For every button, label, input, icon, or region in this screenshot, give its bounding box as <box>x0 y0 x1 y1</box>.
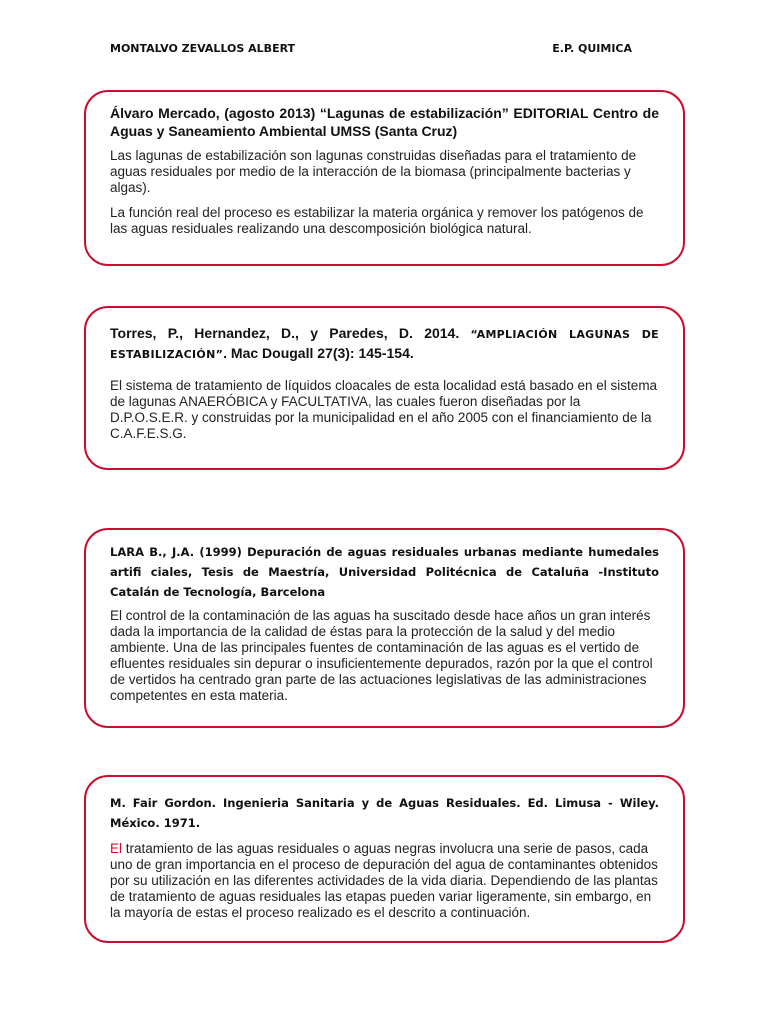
reference-card-2 <box>84 306 685 470</box>
author-name: MONTALVO ZEVALLOS ALBERT <box>110 42 296 55</box>
reference-card-1 <box>84 90 685 266</box>
reference-card-3 <box>84 528 685 728</box>
paragraph-rest: tratamiento de las aguas residuales o aguas negras involucra una serie de pasos, cada uno de gran importancia en el proceso de depuración del agua de contaminantes obtenidos por su utilización en las diferentes actividades de la vida diaria. Dependiendo de las plantas de tratamiento de aguas residuales las etapas pueden variar ligeramente, sin embargo, en la mayoría de estas el proceso realizado es el descrito a continuación. <box>110 841 658 920</box>
reference-publication: “AMPLIACIÓN LAGUNAS DE ESTABILIZACIÓN” <box>110 328 659 361</box>
reference-authors: Torres, P., Hernandez, D., y Paredes, D. 2014. <box>110 325 471 341</box>
reference-title: LARA B., J.A. (1999) Depuración de aguas residuales urbanas mediante humedales artifi ciales, Tesis de Maestría, Universidad Politécnica de Cataluña -Instituto Catalán de Tecnología, Barcelona <box>110 545 659 599</box>
reference-source: . Mac Dougall 27(3): 145-154. <box>223 345 414 361</box>
page-header <box>110 42 632 60</box>
reference-title <box>110 324 659 364</box>
reference-title: M. Fair Gordon. Ingenieria Sanitaria y de Aguas Residuales. Ed. Limusa - Wiley. México. 1971. <box>110 796 659 830</box>
reference-paragraph: Las lagunas de estabilización son lagunas construidas diseñadas para el tratamiento de aguas residuales por medio de la interacción de la biomasa (principalmente bacterias y algas). <box>110 148 637 195</box>
reference-title: Álvaro Mercado, (agosto 2013) “Lagunas de estabilización” EDITORIAL Centro de Aguas y Saneamiento Ambiental UMSS (Santa Cruz) <box>110 105 659 139</box>
reference-paragraph: El sistema de tratamiento de líquidos cloacales de esta localidad está basado en el sistema de lagunas ANAERÓBICA y FACULTATIVA, las cuales fueron diseñadas por la D.P.O.S.E.R. y construidas por la municipalidad en el año 2005 con el financiamiento de la C.A.F.E.S.G. <box>110 378 658 441</box>
reference-card-4 <box>84 775 685 943</box>
reference-paragraph: La función real del proceso es estabilizar la materia orgánica y remover los patógenos de las aguas residuales realizando una descomposición biológica natural. <box>110 205 644 236</box>
reference-paragraph <box>110 841 659 921</box>
reference-paragraph: El control de la contaminación de las aguas ha suscitado desde hace años un gran interés dada la importancia de la calidad de éstas para la protección de la salud y del medio ambiente. Una de las principales fuentes de contaminación de las aguas es el vertido de efluentes residuales sin depurar o insuficientemente depurados, razón por la que el control de vertidos ha centrado gran parte de las actuaciones legislativas de las administraciones competentes en esta materia. <box>110 608 653 703</box>
school-name: E.P. QUIMICA <box>552 42 632 55</box>
paragraph-lead: El <box>110 841 123 856</box>
